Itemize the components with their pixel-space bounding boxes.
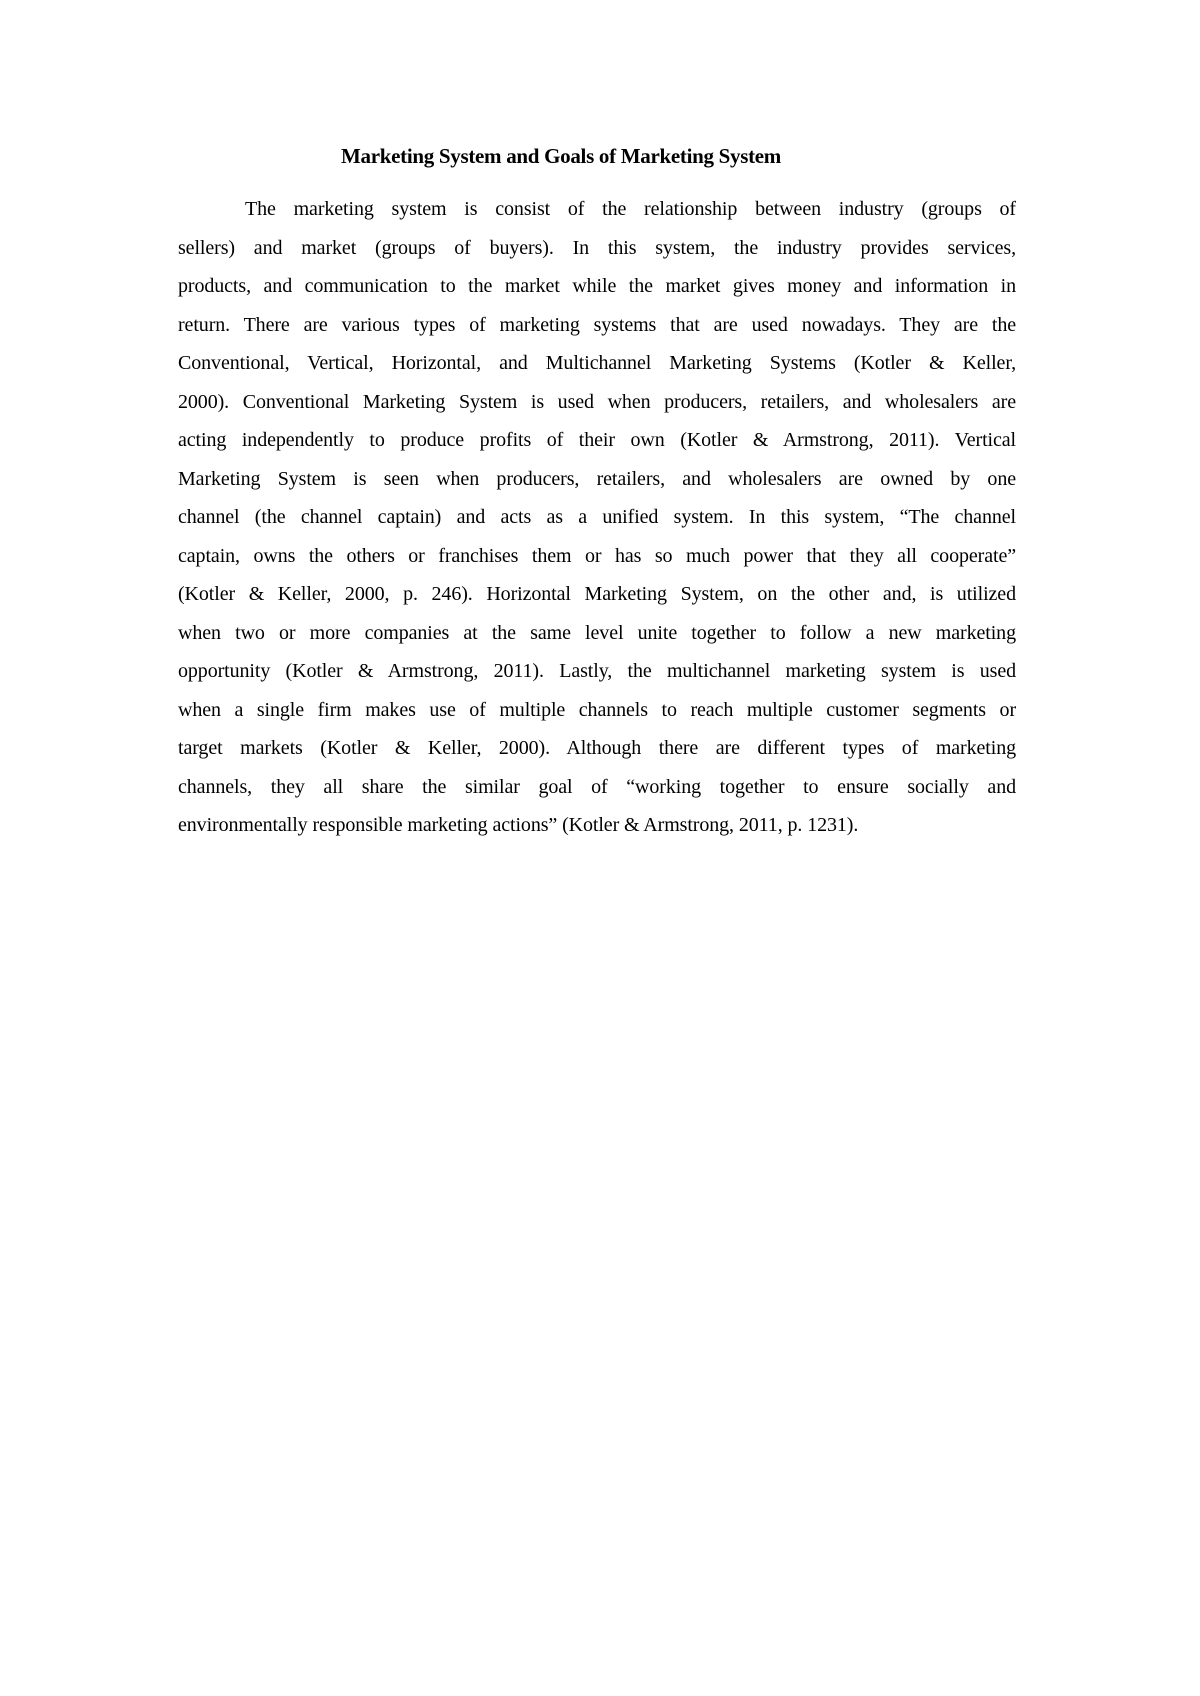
paragraph-line: 2000). Conventional Marketing System is used when producers, retailers, and wholesalers are (178, 390, 1016, 413)
paragraph-line: captain, owns the others or franchises them or has so much power that they all cooperate” (178, 544, 1016, 567)
paragraph-line: when two or more companies at the same level unite together to follow a new marketing (178, 621, 1016, 644)
document-title: Marketing System and Goals of Marketing System (340, 144, 781, 168)
body-paragraph (178, 190, 1016, 845)
paragraph-line: products, and communication to the market while the market gives money and information in (178, 275, 1016, 297)
paragraph-line: sellers) and market (groups of buyers). In this system, the industry provides services, (178, 236, 1016, 259)
paragraph-line: when a single firm makes use of multiple channels to reach multiple customer segments or (178, 698, 1016, 721)
paragraph-line: channels, they all share the similar goal of “working together to ensure socially and (178, 775, 1016, 798)
paragraph-line: acting independently to produce profits of their own (Kotler & Armstrong, 2011). Vertical (178, 429, 1016, 451)
paragraph-line: Conventional, Vertical, Horizontal, and Multichannel Marketing Systems (Kotler & Keller, (178, 352, 1016, 374)
paragraph-line: opportunity (Kotler & Armstrong, 2011). Lastly, the multichannel marketing system is used (178, 660, 1016, 682)
paragraph-line: return. There are various types of marketing systems that are used nowadays. They are the (178, 313, 1016, 336)
paragraph-line: environmentally responsible marketing actions” (Kotler & Armstrong, 2011, p. 1231). (178, 814, 859, 836)
paragraph-line: channel (the channel captain) and acts as a unified system. In this system, “The channel (178, 506, 1016, 528)
paragraph-line: (Kotler & Keller, 2000, p. 246). Horizontal Marketing System, on the other and, is utilized (178, 583, 1016, 605)
paragraph-line: Marketing System is seen when producers, retailers, and wholesalers are owned by one (178, 467, 1016, 490)
paragraph-line: target markets (Kotler & Keller, 2000). Although there are different types of marketing (178, 737, 1016, 759)
paragraph-line: The marketing system is consist of the relationship between industry (groups of (245, 198, 1016, 220)
